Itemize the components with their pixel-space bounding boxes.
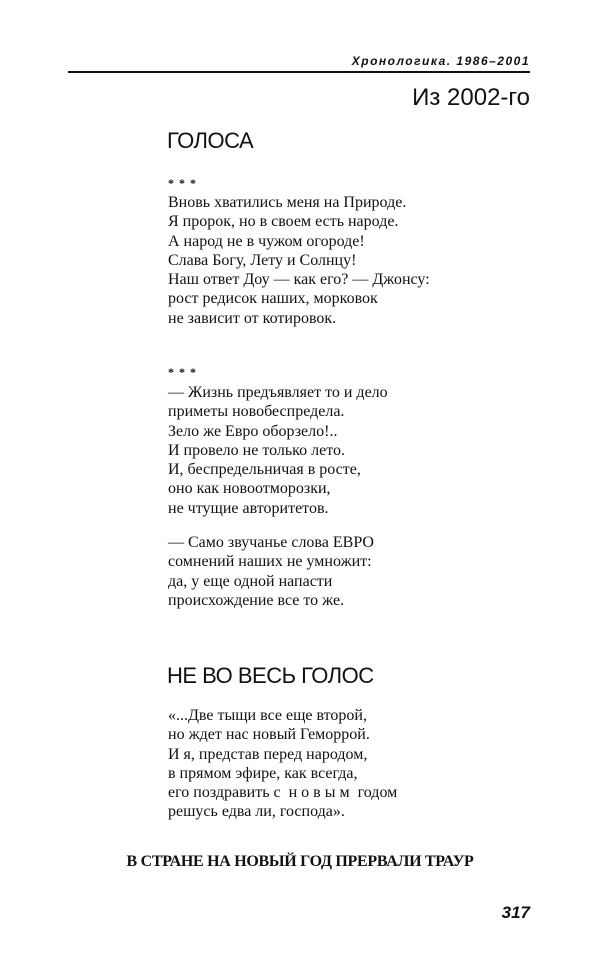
poem-2-stanza-2: — Само звучанье слова ЕВРО сомнений наших не умножит: да, у еще одной напасти происхождение все то же.: [168, 534, 374, 609]
page-number: 317: [501, 903, 530, 922]
poem-1-text: Вновь хватились меня на Природе. Я пророк, но в своем есть народе. А народ не в чужом огороде! Слава Богу, Лету и Солнцу! Наш ответ Доу — как его? — Джонсу: рост редисок наших, морковок не зависит от котировок.: [168, 194, 430, 327]
poem-title-golosa: ГОЛОСА: [167, 128, 254, 153]
poem-title-ne-vo-ves-golos: НЕ ВО ВЕСЬ ГОЛОС: [167, 663, 374, 688]
header-rule: [68, 71, 530, 73]
headline: В СТРАНЕ НА НОВЫЙ ГОД ПРЕРВАЛИ ТРАУР: [126, 853, 474, 870]
asterism: * * *: [168, 176, 197, 190]
running-header: Хронологика. 1986–2001: [351, 54, 530, 68]
section-title: Из 2002-го: [412, 84, 530, 111]
poem-2-text: — Жизнь предъявляет то и дело приметы новобеспредела. Зело же Евро оборзело!.. И провело не только лето. И, беспредельничая в росте, оно как новоотморозки, не чтущие авторитетов.: [168, 384, 388, 517]
poem-3-text: «...Две тыщи все еще второй, но ждет нас новый Геморрой. И я, представ перед народом, в прямом эфире, как всегда, его поздравить с н о в ы м годом решусь едва ли, господа».: [168, 707, 398, 821]
asterism: * * *: [168, 365, 197, 379]
